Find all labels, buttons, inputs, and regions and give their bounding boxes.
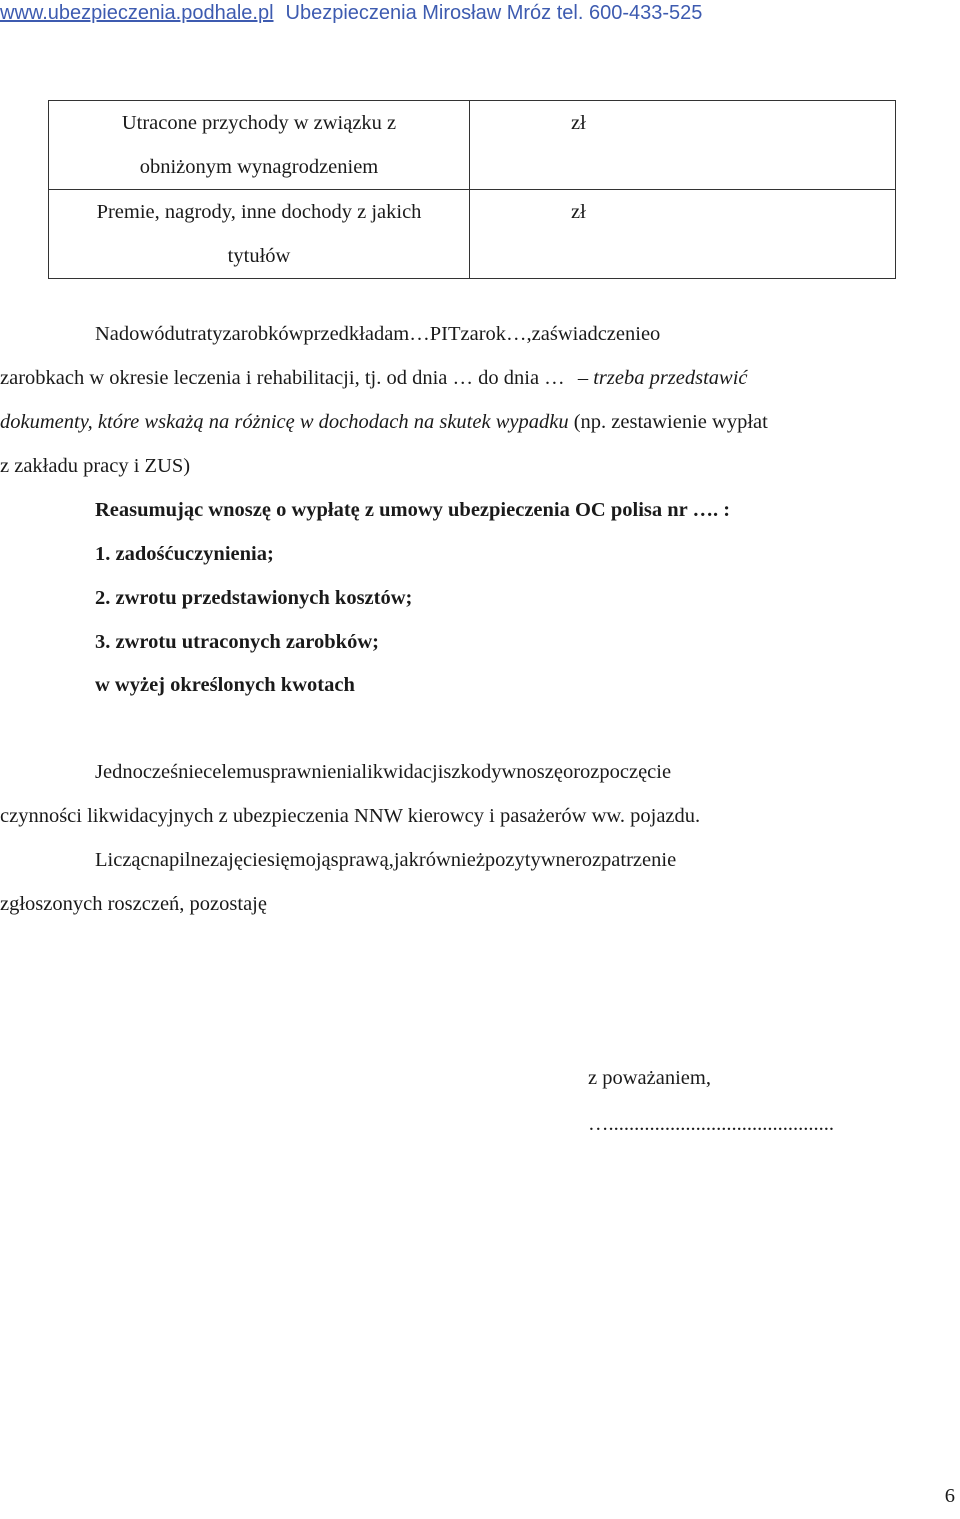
table-cell-value: zł bbox=[470, 101, 896, 190]
company-info: Ubezpieczenia Mirosław Mróz tel. 600-433-525 bbox=[285, 2, 703, 24]
summary-item-1: 1. zadośćuczynienia; bbox=[95, 543, 274, 565]
signature-line: …............................................ bbox=[588, 1113, 834, 1135]
evidence-line-2: zarobkach w okresie leczenia i rehabilitacji, tj. od dnia … do dnia … – trzeba przedstawić bbox=[0, 367, 748, 389]
request-line-3: Liczącnapilnezajęciesięmojąsprawą,jakrównieżpozytywnerozpatrzenie bbox=[95, 849, 677, 871]
summary-closing: w wyżej określonych kwotach bbox=[95, 674, 355, 696]
claims-table bbox=[48, 100, 896, 279]
request-paragraph bbox=[0, 750, 960, 926]
table-row bbox=[49, 101, 896, 190]
summary-item-2: 2. zwrotu przedstawionych kosztów; bbox=[95, 587, 413, 609]
request-line-1: Jednocześniecelemusprawnienialikwidacjiszkodywnoszęorozpoczęcie bbox=[95, 761, 672, 783]
request-line-2: czynności likwidacyjnych z ubezpieczenia NNW kierowcy i pasażerów ww. pojazdu. bbox=[0, 805, 701, 827]
page-number: 6 bbox=[944, 1485, 955, 1507]
page-header bbox=[0, 0, 960, 26]
table-cell-label: Utracone przychody w związku z obniżonym wynagrodzeniem bbox=[49, 101, 470, 190]
summary-intro: Reasumując wnoszę o wypłatę z umowy ubezpieczenia OC polisa nr …. : bbox=[95, 499, 731, 521]
evidence-line-3: dokumenty, które wskażą na różnicę w dochodach na skutek wypadku (np. zestawienie wypłat bbox=[0, 411, 768, 433]
table-cell-value: zł bbox=[470, 190, 896, 279]
summary-item-3: 3. zwrotu utraconych zarobków; bbox=[95, 631, 379, 653]
table-cell-label: Premie, nagrody, inne dochody z jakich tytułów bbox=[49, 190, 470, 279]
table-row bbox=[49, 190, 896, 279]
website-link[interactable]: www.ubezpieczenia.podhale.pl bbox=[0, 2, 274, 24]
evidence-paragraph bbox=[0, 312, 960, 488]
evidence-line-1: Nadowódutratyzarobkówprzedkładam…PITzarok…,zaświadczenieo bbox=[95, 323, 661, 345]
evidence-line-4: z zakładu pracy i ZUS) bbox=[0, 455, 191, 477]
request-line-4: zgłoszonych roszczeń, pozostaję bbox=[0, 893, 267, 915]
signature-greeting: z poważaniem, bbox=[588, 1067, 711, 1089]
